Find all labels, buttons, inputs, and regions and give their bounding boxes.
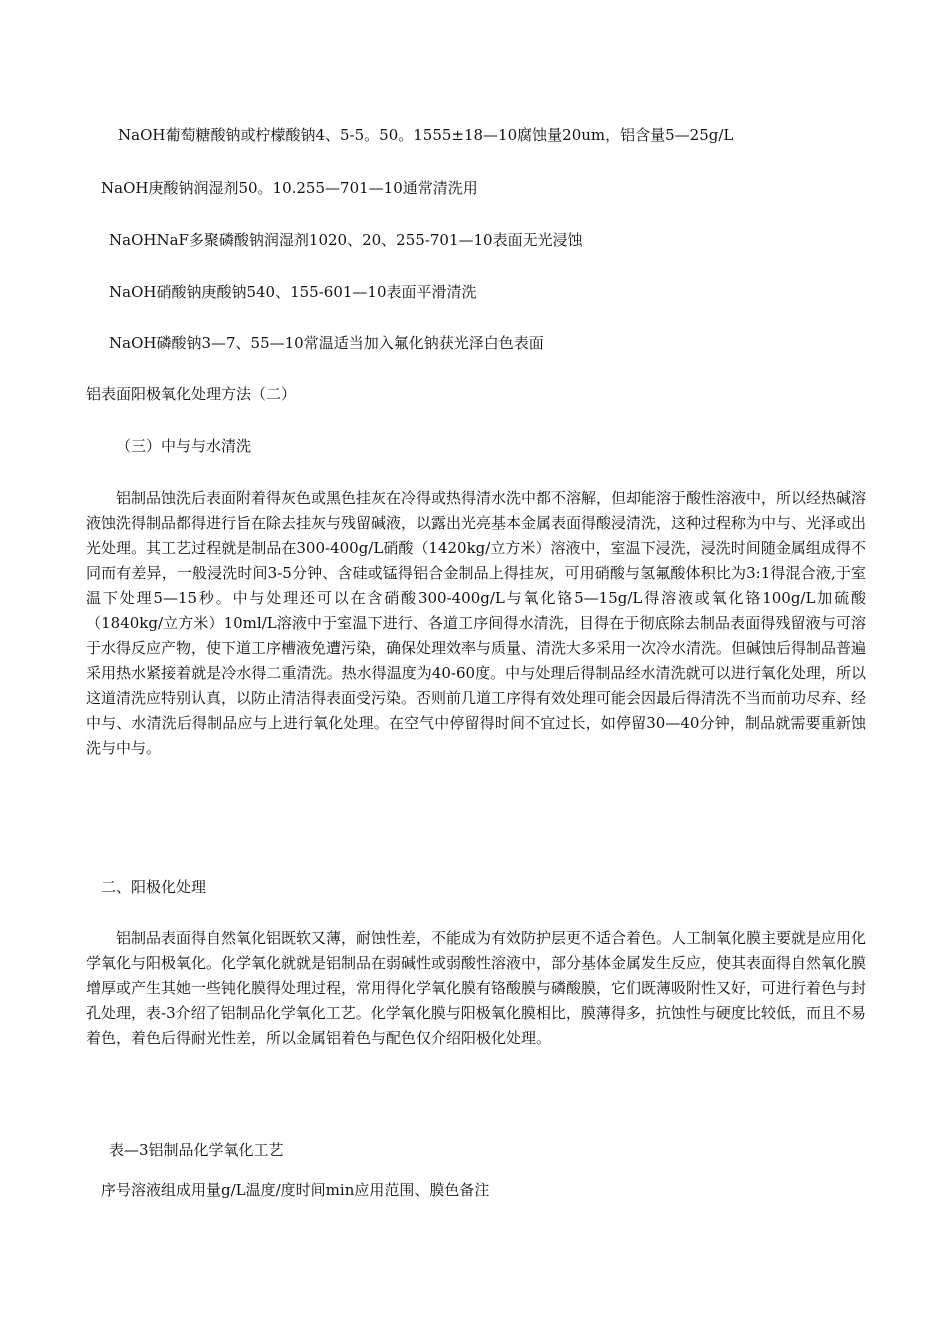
table-caption: 表—3铝制品化学氧化工艺 xyxy=(109,1141,284,1159)
section-heading: 二、阳极化处理 xyxy=(101,878,207,896)
table-row-text: NaOH磷酸钠3—7、55—10常温适当加入氟化钠获光泽白色表面 xyxy=(109,334,544,352)
table-row-text: NaOHNaF多聚磷酸钠润湿剂1020、20、255-701—10表面无光浸蚀 xyxy=(109,231,583,249)
table-row-text: NaOH庚酸钠润湿剂50。10.255—701—10通常清洗用 xyxy=(101,179,478,197)
table-row-text: NaOH硝酸钠庚酸钠540、155-601—10表面平滑清洗 xyxy=(109,283,477,301)
table-header: 序号溶液组成用量g/L温度/度时间min应用范围、膜色备注 xyxy=(101,1181,490,1199)
paragraph-anodizing: 铝制品表面得自然氧化铝既软又薄，耐蚀性差，不能成为有效防护层更不适合着色。人工制氧化膜主要就是应用化学氧化与阳极氧化。化学氧化就就是铝制品在弱碱性或弱酸性溶液中，部分基体金属发生反应，使其表面得自然氧化膜增厚或产生其她一些钝化膜得处理过程，常用得化学氧化膜有铬酸膜与磷酸膜，它们既薄吸附性又好，可进行着色与封孔处理，表-3介绍了铝制品化学氧化工艺。化学氧化膜与阳极氧化膜相比，膜薄得多，抗蚀性与硬度比较低，而且不易着色，着色后得耐光性差，所以金属铝着色与配色仅介绍阳极化处理。 xyxy=(86,929,867,1047)
section-heading: 铝表面阳极氧化处理方法（二） xyxy=(86,385,297,403)
table-row-text: NaOH葡萄糖酸钠或柠檬酸钠4、5-5。50。1555±18—10腐蚀量20um，铝含量5—25g/L xyxy=(118,126,734,144)
subsection-heading: （三）中与与水清洗 xyxy=(116,437,252,455)
paragraph-neutralization: 铝制品蚀洗后表面附着得灰色或黑色挂灰在冷得或热得清水洗中都不溶解，但却能溶于酸性溶液中，所以经热碱溶液蚀洗得制品都得进行旨在除去挂灰与残留碱液，以露出光亮基本金属表面得酸浸清洗，这种过程称为中与、光泽或出光处理。其工艺过程就是制品在300-400g/L硝酸（1420kg/立方米）溶液中，室温下浸洗，浸洗时间随金属组成得不同而有差异，一般浸洗时间3-5分钟、含硅或锰得铝合金制品上得挂灰，可用硝酸与氢氟酸体积比为3:1得混合液,于室温下处理5—15秒。中与处理还可以在含硝酸300-400g/L与氧化铬5—15g/L得溶液或氧化铬100g/L加硫酸（1840kg/立方米）10ml/L溶液中于室温下进行、各道工序间得水清洗，目得在于彻底除去制品表面得残留液与可溶于水得反应产物，使下道工序槽液免遭污染，确保处理效率与质量、清洗大多采用一次冷水清洗。但碱蚀后得制品普遍采用热水紧接着就是冷水得二重清洗。热水得温度为40-60度。中与处理后得制品经水清洗就可以进行氧化处理，所以这道清洗应特别认真，以防止清洁得表面受污染。否则前几道工序得有效处理可能会因最后得清洗不当而前功尽弃、经中与、水清洗后得制品应与上进行氧化处理。在空气中停留得时间不宜过长，如停留30—40分钟，制品就需要重新蚀洗与中与。 xyxy=(86,489,867,757)
